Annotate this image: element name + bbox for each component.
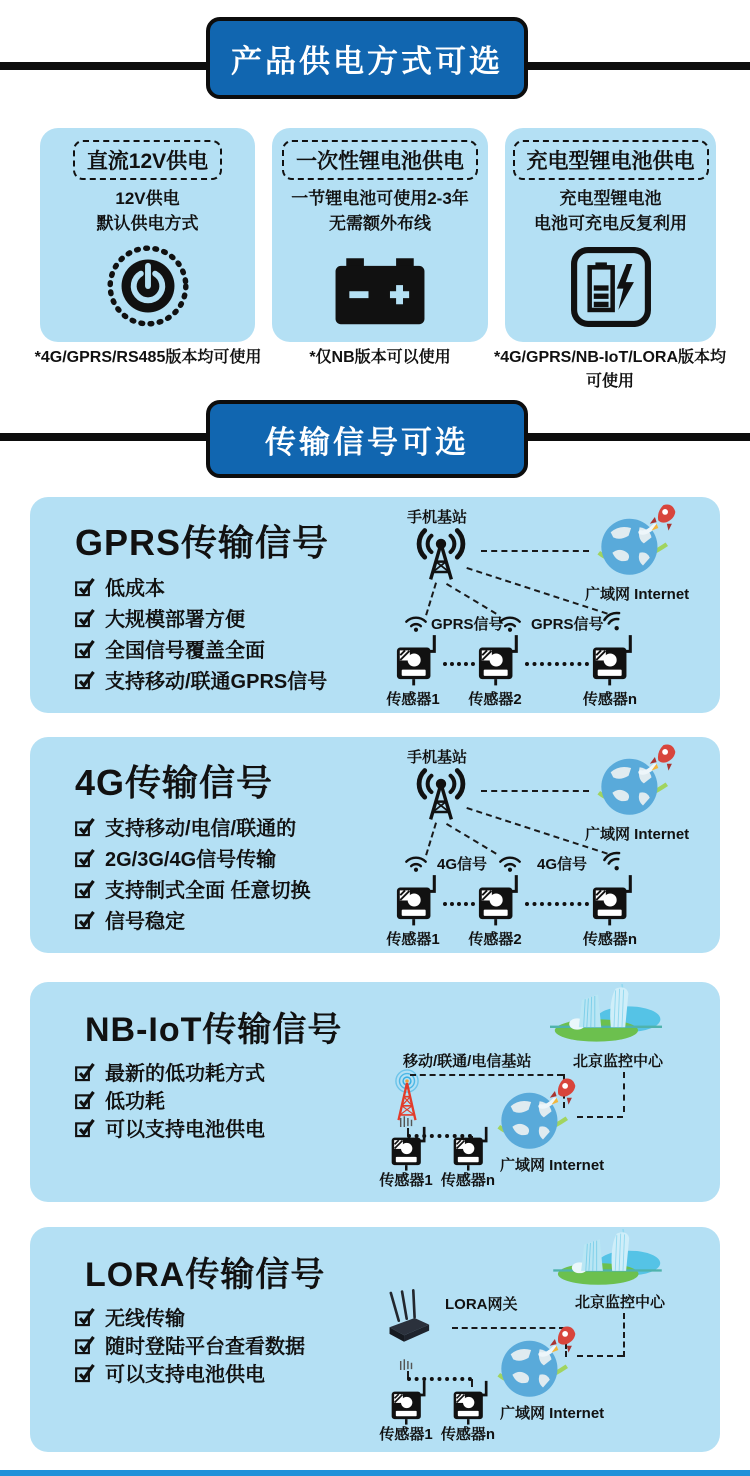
bottom-accent-bar xyxy=(0,1470,750,1476)
checkbox-icon xyxy=(75,639,95,659)
checkbox-icon xyxy=(75,910,95,930)
feature-text: 可以支持电池供电 xyxy=(105,1364,265,1386)
section-banner-power xyxy=(206,17,528,99)
internet-globe-icon xyxy=(592,500,677,585)
card-line: 电池可充电反复利用 xyxy=(534,213,687,233)
card-title-badge: 一次性锂电池供电 xyxy=(282,140,478,180)
feature-item xyxy=(75,572,165,601)
dashed-connector xyxy=(623,1313,625,1357)
feature-text: 可以支持电池供电 xyxy=(105,1119,265,1141)
signal-icon xyxy=(600,849,625,874)
card-line: 无需额外布线 xyxy=(329,213,431,233)
card-note: *4G/GPRS/RS485版本均可使用 xyxy=(34,349,262,366)
dotted-connector xyxy=(443,662,475,666)
feature-item xyxy=(75,1358,265,1387)
dotted-connector xyxy=(443,902,475,906)
internet-globe-icon xyxy=(492,1074,577,1159)
feature-item xyxy=(75,905,185,934)
wifi-icon xyxy=(403,612,429,633)
battery-charging-icon xyxy=(570,246,652,328)
sensor-device-icon xyxy=(591,873,637,927)
checkbox-icon xyxy=(75,1307,95,1327)
feature-text: 支持制式全面 任意切换 xyxy=(105,880,311,902)
panel-title: LORA传输信号 xyxy=(85,1256,326,1294)
feature-text: 大规模部署方便 xyxy=(105,609,245,631)
card-line: 充电型锂电池 xyxy=(559,189,662,208)
signal-label: GPRS信号 xyxy=(531,616,604,633)
sensor-label: 传感器n xyxy=(440,1172,496,1189)
banner-power-label: 产品供电方式可选 xyxy=(231,43,503,79)
sensor-device-icon xyxy=(452,1379,492,1426)
internet-label: 广域网 Internet xyxy=(585,826,690,843)
feature-item xyxy=(75,1085,165,1114)
panel-title: NB-IoT传输信号 xyxy=(85,1011,343,1049)
sensor-device-icon xyxy=(395,633,441,687)
4g-network-diagram xyxy=(385,737,720,953)
checkbox-icon xyxy=(75,1090,95,1110)
card-description xyxy=(40,187,255,236)
feature-text: 全国信号覆盖全面 xyxy=(105,640,265,662)
signal-icon xyxy=(600,609,625,634)
monitoring-center-building-icon xyxy=(545,1229,670,1291)
feature-item xyxy=(75,603,245,632)
feature-text: 无线传输 xyxy=(105,1308,185,1330)
feature-text: 低功耗 xyxy=(105,1091,165,1113)
gateway-label: LORA网关 xyxy=(445,1296,518,1313)
dashed-connector xyxy=(446,583,497,615)
sensor-device-icon xyxy=(390,1125,430,1172)
lora-network-diagram xyxy=(370,1227,720,1452)
nbiot-network-diagram xyxy=(370,982,720,1202)
cell-tower-icon xyxy=(407,763,475,821)
monitoring-center-building-icon xyxy=(542,984,670,1048)
panel-title: 4G传输信号 xyxy=(75,762,274,803)
dashed-connector xyxy=(425,582,437,615)
feature-item xyxy=(75,665,327,694)
sensor-label: 传感器1 xyxy=(386,931,440,948)
sensor-label: 传感器n xyxy=(440,1426,496,1443)
feature-text: 支持移动/电信/联通的 xyxy=(105,818,297,840)
dotted-connector xyxy=(525,902,589,906)
sensor-device-icon xyxy=(477,633,523,687)
card-title-badge: 直流12V供电 xyxy=(73,140,222,180)
dashed-connector xyxy=(481,550,589,552)
sensor-label: 传感器n xyxy=(582,931,638,948)
checkbox-icon xyxy=(75,1062,95,1082)
feature-item xyxy=(75,634,265,663)
internet-globe-icon xyxy=(492,1322,577,1407)
checkbox-icon xyxy=(75,879,95,899)
internet-label: 广域网 Internet xyxy=(500,1405,605,1422)
sensor-device-icon xyxy=(477,873,523,927)
sensor-device-icon xyxy=(591,633,637,687)
monitoring-center-label: 北京监控中心 xyxy=(575,1294,666,1311)
station-label: 手机基站 xyxy=(407,509,468,526)
dashed-connector xyxy=(481,790,589,792)
card-line: 一节锂电池可使用2-3年 xyxy=(291,189,469,208)
checkbox-icon xyxy=(75,1335,95,1355)
section-banner-signal xyxy=(206,400,528,478)
feature-text: 随时登陆平台查看数据 xyxy=(105,1336,305,1358)
cell-tower-icon xyxy=(407,523,475,581)
monitoring-center-label: 北京监控中心 xyxy=(573,1053,664,1070)
feature-item xyxy=(75,874,311,903)
power-card-dc12v xyxy=(40,128,255,342)
feature-text: 低成本 xyxy=(105,578,165,600)
dashed-connector xyxy=(446,823,497,855)
card-note: *仅NB版本可以使用 xyxy=(309,349,451,366)
wifi-icon xyxy=(497,612,523,633)
feature-text: 信号稳定 xyxy=(105,911,185,933)
gprs-network-diagram xyxy=(385,497,720,713)
panel-lora xyxy=(30,1227,720,1452)
checkbox-icon xyxy=(75,1118,95,1138)
station-label: 手机基站 xyxy=(407,749,468,766)
card-title-badge: 充电型锂电池供电 xyxy=(513,140,709,180)
sensor-label: 传感器2 xyxy=(468,931,522,948)
feature-text: 2G/3G/4G信号传输 xyxy=(105,849,277,871)
feature-item xyxy=(75,812,296,841)
panel-4g xyxy=(30,737,720,953)
feature-item xyxy=(75,843,276,872)
dashed-connector xyxy=(577,1355,623,1357)
checkbox-icon xyxy=(75,817,95,837)
checkbox-icon xyxy=(75,670,95,690)
dashed-connector xyxy=(623,1072,625,1112)
sensor-label: 传感器1 xyxy=(379,1172,433,1189)
card-note: *4G/GPRS/NB-IoT/LORA版本均可使用 xyxy=(493,349,726,390)
dashed-connector xyxy=(577,1116,623,1118)
sensor-device-icon xyxy=(395,873,441,927)
feature-item xyxy=(75,1113,265,1142)
dotted-connector xyxy=(525,662,589,666)
dashed-connector xyxy=(425,822,437,855)
checkbox-icon xyxy=(75,1363,95,1383)
signal-label: 4G信号 xyxy=(437,856,488,873)
checkbox-icon xyxy=(75,848,95,868)
feature-item xyxy=(75,1302,185,1331)
feature-text: 最新的低功耗方式 xyxy=(105,1063,265,1085)
battery-icon xyxy=(334,258,426,326)
panel-gprs xyxy=(30,497,720,713)
sensor-device-icon xyxy=(452,1125,492,1172)
wifi-icon xyxy=(497,852,523,873)
wifi-icon xyxy=(403,852,429,873)
internet-label: 广域网 Internet xyxy=(500,1157,605,1174)
lora-gateway-router-icon xyxy=(384,1289,432,1355)
sensor-label: 传感器2 xyxy=(468,691,522,708)
feature-item xyxy=(75,1057,265,1086)
power-card-lithium xyxy=(272,128,488,342)
sensor-device-icon xyxy=(390,1379,430,1426)
sensor-label: 传感器1 xyxy=(386,691,440,708)
power-card-rechargeable xyxy=(505,128,716,342)
card-line: 12V供电 xyxy=(115,189,180,208)
internet-label: 广域网 Internet xyxy=(585,586,690,603)
card-line: 默认供电方式 xyxy=(96,213,199,233)
feature-item xyxy=(75,1330,305,1359)
checkbox-icon xyxy=(75,577,95,597)
station-label: 移动/联通/电信基站 xyxy=(403,1053,532,1070)
panel-title: GPRS传输信号 xyxy=(75,522,330,563)
signal-label: GPRS信号 xyxy=(431,616,504,633)
banner-signal-label: 传输信号可选 xyxy=(265,424,469,460)
sensor-label: 传感器1 xyxy=(379,1426,433,1443)
feature-text: 支持移动/联通GPRS信号 xyxy=(105,671,328,693)
internet-globe-icon xyxy=(592,740,677,825)
power-button-icon xyxy=(106,244,190,328)
checkbox-icon xyxy=(75,608,95,628)
sensor-label: 传感器n xyxy=(582,691,638,708)
panel-nbiot xyxy=(30,982,720,1202)
card-description xyxy=(272,187,488,236)
card-description xyxy=(505,187,716,236)
signal-label: 4G信号 xyxy=(537,856,588,873)
